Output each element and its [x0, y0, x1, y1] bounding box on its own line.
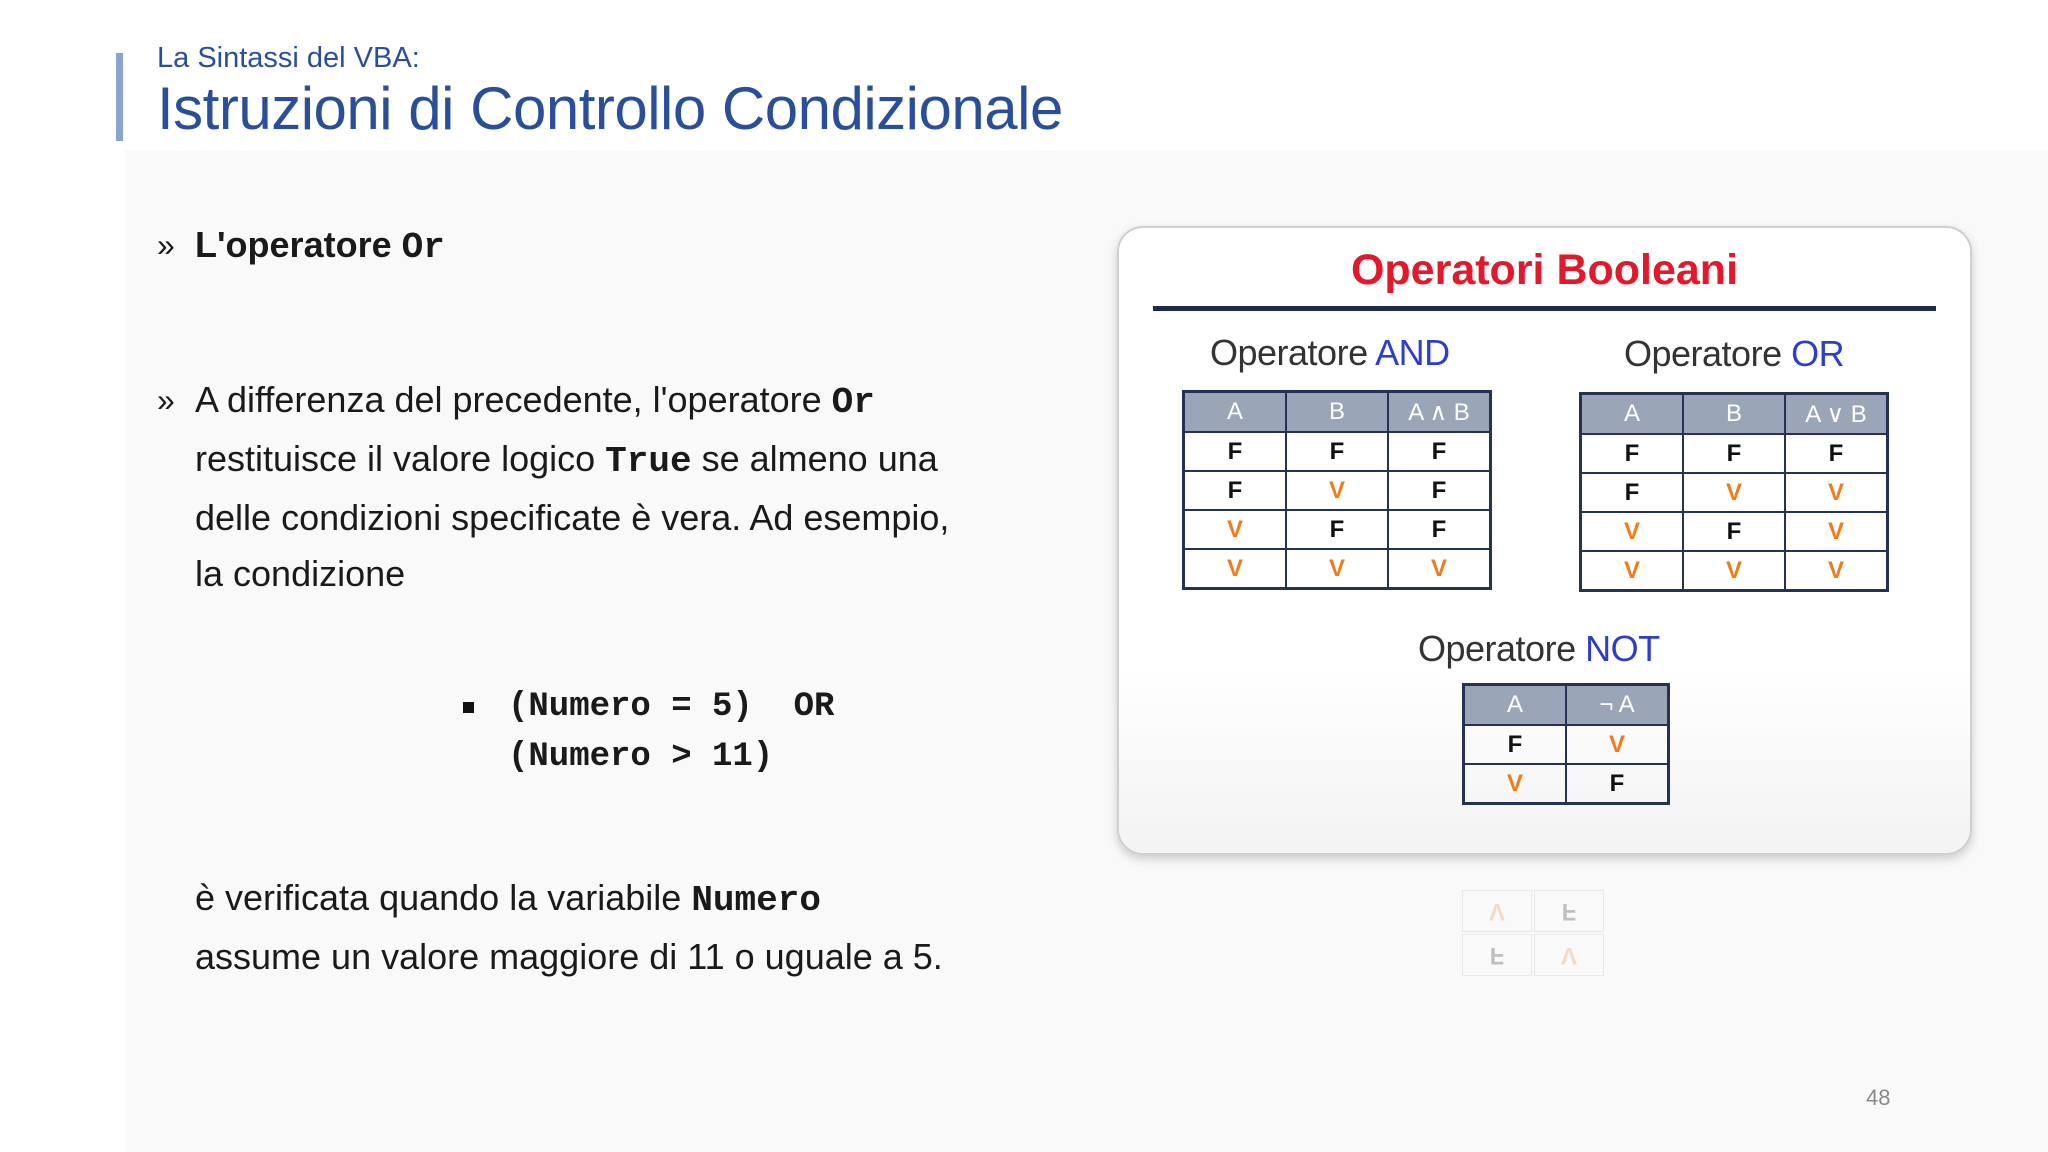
or-label	[1624, 333, 1844, 375]
boolean-operators-figure	[1117, 226, 1972, 855]
table-cell: V	[1581, 512, 1684, 551]
table-row	[1184, 510, 1491, 549]
para-line2-text-b: se almeno una	[691, 438, 938, 479]
table-cell: V	[1785, 473, 1888, 512]
para-line4: la condizione	[195, 553, 406, 594]
table-cell: F	[1464, 725, 1567, 764]
table-cell: F	[1388, 510, 1491, 549]
table-row	[1464, 725, 1669, 764]
bullet-glyph: »	[157, 227, 175, 263]
table-cell: V	[1785, 551, 1888, 591]
reflection-cell: V	[1462, 890, 1532, 932]
table-cell: F	[1286, 510, 1388, 549]
table-cell: F	[1683, 512, 1785, 551]
para-line1-code: Or	[831, 382, 875, 423]
or-label-prefix: Operatore	[1624, 333, 1792, 374]
and-header-b: B	[1286, 392, 1388, 433]
table-cell: F	[1184, 432, 1287, 471]
table-cell: V	[1184, 510, 1287, 549]
table-cell: F	[1286, 432, 1388, 471]
and-label-prefix: Operatore	[1210, 332, 1376, 373]
figure-divider	[1153, 306, 1936, 311]
not-header-result: ¬ A	[1566, 685, 1669, 726]
table-cell: V	[1683, 551, 1785, 591]
and-header-a: A	[1184, 392, 1287, 433]
bullet1-code: Or	[401, 227, 445, 268]
table-row	[1581, 434, 1888, 473]
table-cell: F	[1581, 434, 1684, 473]
or-label-keyword: OR	[1791, 333, 1845, 374]
table-cell: V	[1464, 764, 1567, 804]
table-row	[1581, 473, 1888, 512]
explanation-paragraph	[157, 372, 950, 602]
table-cell: V	[1184, 549, 1287, 589]
reflection-cell: V	[1534, 934, 1604, 976]
not-header-a: A	[1464, 685, 1567, 726]
table-row	[1184, 432, 1491, 471]
reflection-cell: F	[1534, 890, 1604, 932]
code-line2: (Numero > 11)	[508, 738, 774, 776]
slide-title: Istruzioni di Controllo Condizionale	[157, 75, 1063, 142]
conclusion-paragraph	[195, 870, 943, 985]
table-cell: F	[1566, 764, 1669, 804]
table-cell: F	[1388, 432, 1491, 471]
code-line1: (Numero = 5) OR	[508, 688, 835, 726]
or-header-result: A ∨ B	[1785, 394, 1888, 435]
slide-subtitle: La Sintassi del VBA:	[157, 42, 420, 74]
table-cell: V	[1683, 473, 1785, 512]
figure-title: Operatori Booleani	[1350, 246, 1739, 294]
table-row	[1464, 764, 1669, 804]
reflection-cell: F	[1462, 934, 1532, 976]
page-number: 48	[1866, 1085, 1891, 1110]
table-cell: V	[1286, 549, 1388, 589]
table-cell: V	[1785, 512, 1888, 551]
para-line2-code: True	[605, 441, 692, 482]
table-cell: V	[1566, 725, 1669, 764]
conclusion-line2: assume un valore maggiore di 11 o uguale a 5.	[195, 936, 943, 977]
or-truth-table	[1579, 392, 1889, 592]
para-line1-text: A differenza del precedente, l'operatore	[195, 379, 832, 420]
figure-reflection	[1462, 890, 1607, 982]
or-header-b: B	[1683, 394, 1785, 435]
table-cell: F	[1581, 473, 1684, 512]
table-row	[1184, 471, 1491, 510]
or-header-a: A	[1581, 394, 1684, 435]
and-label-keyword: AND	[1375, 332, 1450, 373]
not-label	[1418, 628, 1660, 670]
table-row	[1184, 549, 1491, 589]
table-cell: F	[1785, 434, 1888, 473]
conclusion-line1-code: Numero	[691, 880, 821, 921]
square-bullet-icon	[463, 702, 474, 713]
table-row	[1581, 551, 1888, 591]
table-cell: V	[1286, 471, 1388, 510]
table-cell: F	[1184, 471, 1287, 510]
para-line3: delle condizioni specificate è vera. Ad esempio,	[195, 497, 950, 538]
and-header-result: A ∧ B	[1388, 392, 1491, 433]
not-label-prefix: Operatore	[1418, 628, 1586, 669]
and-truth-table	[1182, 390, 1492, 590]
table-row	[1581, 512, 1888, 551]
title-accent-bar	[116, 53, 123, 141]
table-cell: V	[1388, 549, 1491, 589]
table-cell: F	[1683, 434, 1785, 473]
not-truth-table	[1462, 683, 1670, 805]
table-cell: V	[1581, 551, 1684, 591]
bullet-glyph: »	[157, 382, 175, 418]
bullet1-text: L'operatore	[195, 224, 402, 265]
and-label	[1210, 332, 1450, 374]
table-cell: F	[1388, 471, 1491, 510]
not-label-keyword: NOT	[1585, 628, 1660, 669]
para-line2-text-a: restituisce il valore logico	[195, 438, 606, 479]
conclusion-line1-text: è verificata quando la variabile	[195, 877, 692, 918]
